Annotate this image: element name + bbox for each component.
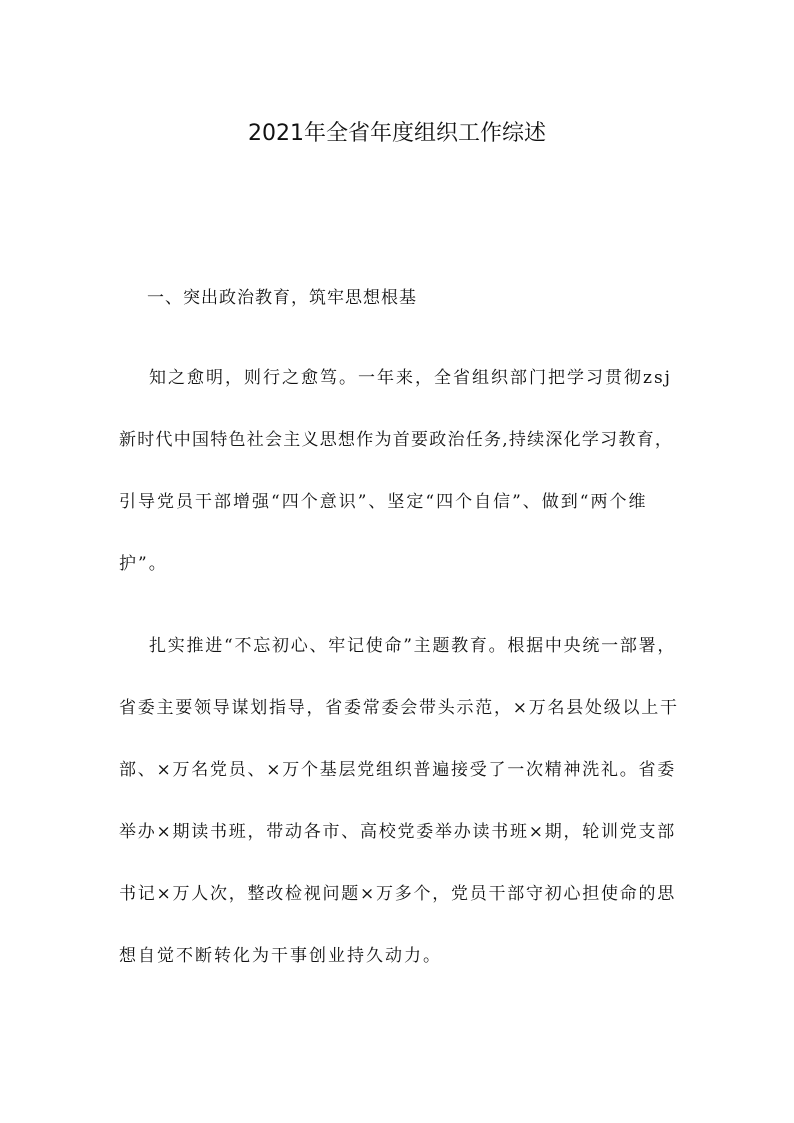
paragraph-line: 护”。 bbox=[119, 554, 168, 574]
paragraph-line: 省委主要领导谋划指导，省委常委会带头示范，×万名县处级以上干 bbox=[119, 698, 679, 718]
document-title: 2021年全省年度组织工作综述 bbox=[248, 121, 546, 146]
paragraph-line: 书记×万人次，整改检视问题×万多个，党员干部守初心担使命的思 bbox=[119, 884, 676, 904]
paragraph-line: 扎实推进“不忘初心、牢记使命”主题教育。根据中央统一部署， bbox=[149, 636, 677, 656]
paragraph-line: 部、×万名党员、×万个基层党组织普遍接受了一次精神洗礼。省委 bbox=[119, 760, 676, 780]
paragraph-line: 新时代中国特色社会主义思想作为首要政治任务,持续深化学习教育， bbox=[119, 430, 674, 450]
paragraph-line: 引导党员干部增强“四个意识”、坚定“四个自信”、做到“两个维 bbox=[119, 492, 648, 512]
paragraph-line: 知之愈明，则行之愈笃。一年来，全省组织部门把学习贯彻zsj bbox=[149, 368, 672, 388]
paragraph-line: 举办×期读书班，带动各市、高校党委举办读书班×期，轮训党支部 bbox=[119, 822, 676, 842]
paragraph-line: 想自觉不断转化为干事创业持久动力。 bbox=[119, 946, 442, 966]
section-heading: 一、突出政治教育，筑牢思想根基 bbox=[147, 288, 417, 308]
